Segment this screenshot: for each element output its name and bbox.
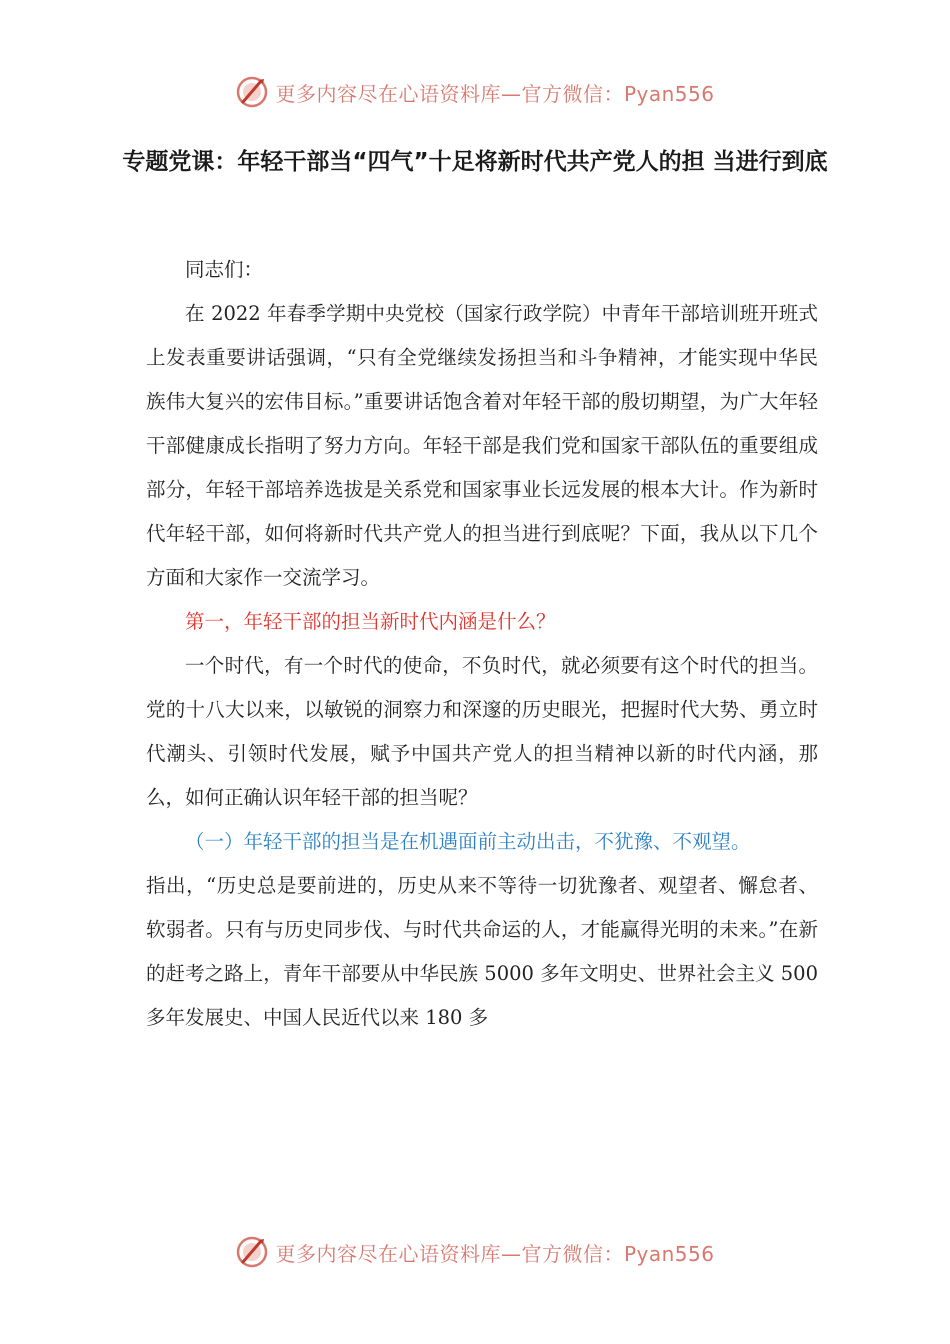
subsection-heading-1: （一）年轻干部的担当是在机遇面前主动出击，不犹豫、不观望。 xyxy=(185,830,751,853)
pen-logo-icon xyxy=(235,75,269,109)
watermark-text: 更多内容尽在心语资料库—官方微信：Pyan556 xyxy=(275,81,715,106)
body-paragraph: 在 2022 年春季学期中央党校（国家行政学院）中青年干部培训班开班式上发表重要讲话强调，“只有全党继续发扬担当和斗争精神，才能实现中华民族伟大复兴的宏伟目标。”重要讲话饱含着对年轻干部的殷切期望，为广大年轻干部健康成长指明了努力方向。年轻干部是我们党和国家干部队伍的重要组成部分，年轻干部培养选拔是关系党和国家事业长远发展的根本大计。作为新时代年轻干部，如何将新时代共产党人的担当进行到底呢？下面，我从以下几个方面和大家作一交流学习。 xyxy=(146,302,818,589)
salutation: 同志们： xyxy=(185,258,264,281)
pen-logo-icon xyxy=(235,1235,269,1269)
body-paragraph: 一个时代，有一个时代的使命，不负时代，就必须要有这个时代的担当。党的十八大以来，以敏锐的洞察力和深邃的历史眼光，把握时代大势、勇立时代潮头、引领时代发展，赋予中国共产党人的担当精神以新的时代内涵，那么，如何正确认识年轻干部的担当呢？ xyxy=(146,654,818,809)
body-paragraph: 指出，“历史总是要前进的，历史从来不等待一切犹豫者、观望者、懈怠者、软弱者。只有与历史同步伐、与时代共命运的人，才能赢得光明的未来。”在新的赶考之路上，青年干部要从中华民族 5000 多年文明史、世界社会主义 500 多年发展史、中国人民近代以来 180 多 xyxy=(146,874,818,1029)
watermark-text: 更多内容尽在心语资料库—官方微信：Pyan556 xyxy=(275,1241,715,1266)
footer-watermark xyxy=(0,1232,950,1272)
header-watermark xyxy=(0,72,950,112)
document-title: 专题党课：年轻干部当“四气”十足将新时代共产党人的担 当进行到底 xyxy=(122,149,828,175)
document-body xyxy=(146,248,818,1040)
section-heading-1: 第一，年轻干部的担当新时代内涵是什么？ xyxy=(185,610,556,633)
